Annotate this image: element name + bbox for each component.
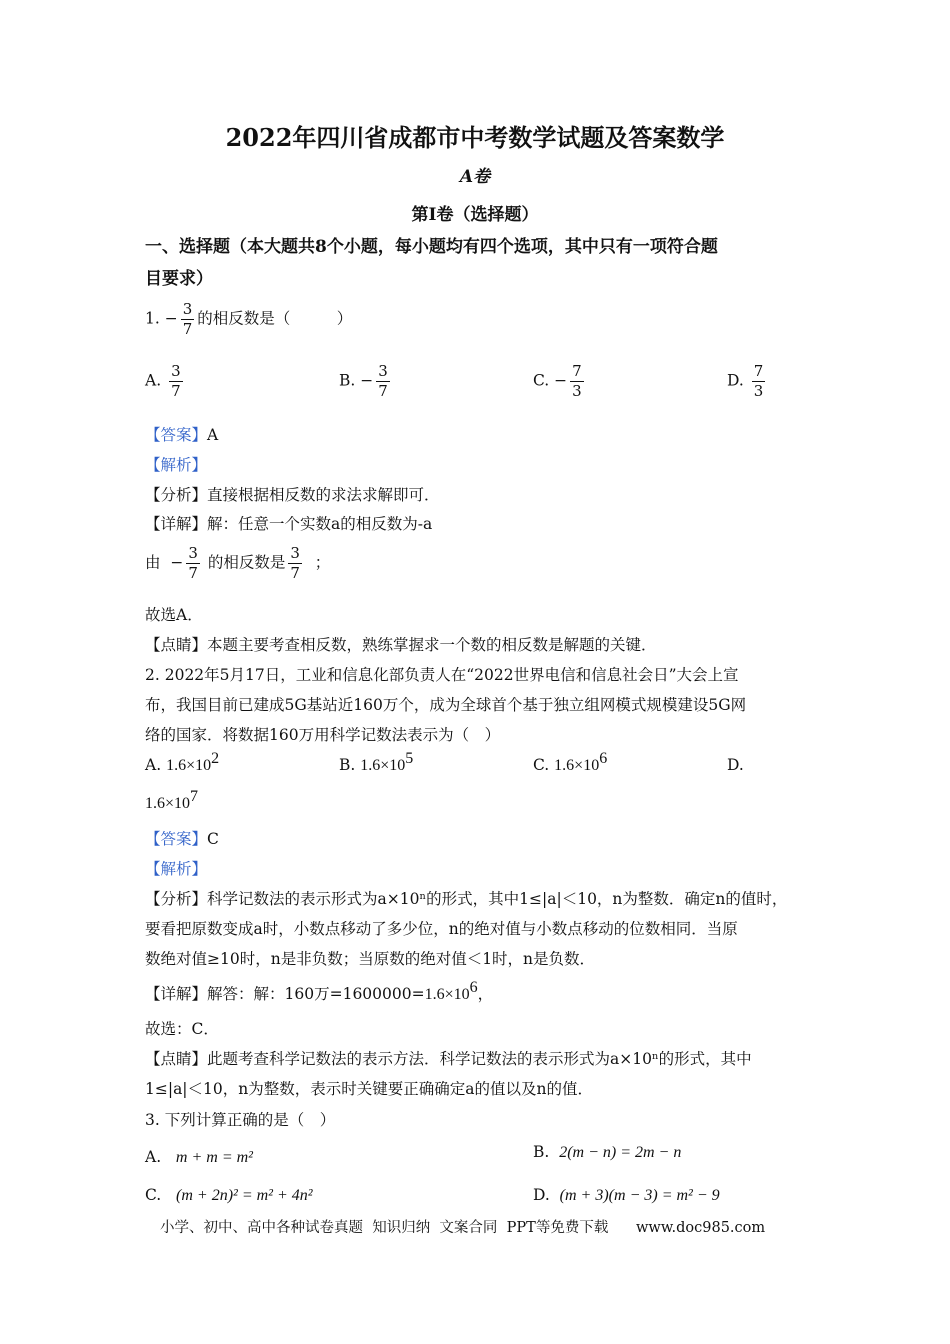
fraction: $\frac{3}{7}$ xyxy=(182,300,193,338)
q2-xiangjie: 【详解】解答：解：160万$=1600000=1.6\times 10^6$， xyxy=(145,979,494,1003)
q2-option-d-value: $1.6\times 10^7$ xyxy=(145,788,199,812)
q2-guxuan: 故选：C． xyxy=(145,1020,219,1038)
q2-option-a: A. $1.6\times 10^2$ xyxy=(145,750,220,774)
part-heading: 第Ⅰ卷（选择题） xyxy=(411,205,539,225)
q2-dianjing-line1: 【点睛】此题考查科学记数法的表示方法．科学记数法的表示形式为a×10ⁿ的形式，其中 xyxy=(145,1050,752,1068)
q2-dianjing-line2: 1≤|a|＜10，n为整数，表示时关键要正确确定a的值以及n的值． xyxy=(145,1080,593,1098)
question-1-stem: 1. − $\frac{3}{7}$ 的相反数是（ ） xyxy=(145,300,353,338)
q2-fenxi-line2: 要看把原数变成a时，小数点移动了多少位，n的绝对值与小数点移动的位数相同．当原 xyxy=(145,920,738,938)
q1-option-a: A. $\frac{3}{7}$ xyxy=(145,362,181,400)
q2-stem-line3: 络的国家．将数据160万用科学记数法表示为（ ） xyxy=(145,726,501,744)
q2-option-b: B. $1.6\times 10^5$ xyxy=(339,750,414,774)
q2-stem-line2: 布，我国目前已建成5G基站近160万个，成为全球首个基于独立组网模式规模建设5G网 xyxy=(145,696,747,714)
q1-option-b: B. − $\frac{3}{7}$ xyxy=(339,362,388,400)
q1-guxuan: 故选A． xyxy=(145,606,203,624)
q1-xiangjie: 【详解】解：任意一个实数a的相反数为-a xyxy=(145,515,433,533)
q2-fenxi-line3: 数绝对值≥10时，n是非负数；当原数的绝对值＜1时，n是负数． xyxy=(145,950,596,968)
section-heading-line1: 一、选择题（本大题共8个小题，每小题均有四个选项，其中只有一项符合题 xyxy=(145,237,718,257)
q1-option-c: C. − $\frac{7}{3}$ xyxy=(533,362,582,400)
q1-analysis-tag: 【解析】 xyxy=(145,456,208,474)
q1-dianjing: 【点睛】本题主要考查相反数，熟练掌握求一个数的相反数是解题的关键． xyxy=(145,636,657,654)
q3-option-d: D. (m + 3)(m − 3) = m² − 9 xyxy=(533,1186,720,1204)
q2-option-d: D. xyxy=(727,756,744,774)
q3-option-b: B. 2(m − n) = 2m − n xyxy=(533,1143,682,1161)
section-heading-line2: 目要求） xyxy=(145,269,213,289)
page-footer: 小学、初中、高中各种试卷真题 知识归纳 文案合同 PPT等免费下载 www.doc985.com xyxy=(160,1220,766,1236)
q2-answer: 【答案】C xyxy=(145,830,219,848)
q2-stem-line1: 2. 2022年5月17日，工业和信息化部负责人在“2022世界电信和信息社会日”大会上宣 xyxy=(145,666,739,684)
q2-analysis-tag: 【解析】 xyxy=(145,860,208,878)
q3-option-c: C. (m + 2n)² = m² + 4n² xyxy=(145,1186,313,1204)
q3-stem: 3. 下列计算正确的是（ ） xyxy=(145,1111,336,1129)
q2-fenxi-line1: 【分析】科学记数法的表示形式为a×10ⁿ的形式，其中1≤|a|＜10，n为整数．确定n的值时， xyxy=(145,890,788,908)
volume-heading: A卷 xyxy=(459,167,491,187)
page-title: 2022年四川省成都市中考数学试题及答案数学 xyxy=(225,123,725,152)
q3-option-a: A. m + m = m² xyxy=(145,1148,253,1166)
q1-fenxi: 【分析】直接根据相反数的求法求解即可． xyxy=(145,486,440,504)
q1-option-d: D. $\frac{7}{3}$ xyxy=(727,362,764,400)
q1-you-line: 由 − $\frac{3}{7}$ 的相反数是 $\frac{3}{7}$ ； xyxy=(145,544,331,582)
q2-option-c: C. $1.6\times 10^6$ xyxy=(533,750,608,774)
q1-answer: 【答案】A xyxy=(145,426,219,444)
